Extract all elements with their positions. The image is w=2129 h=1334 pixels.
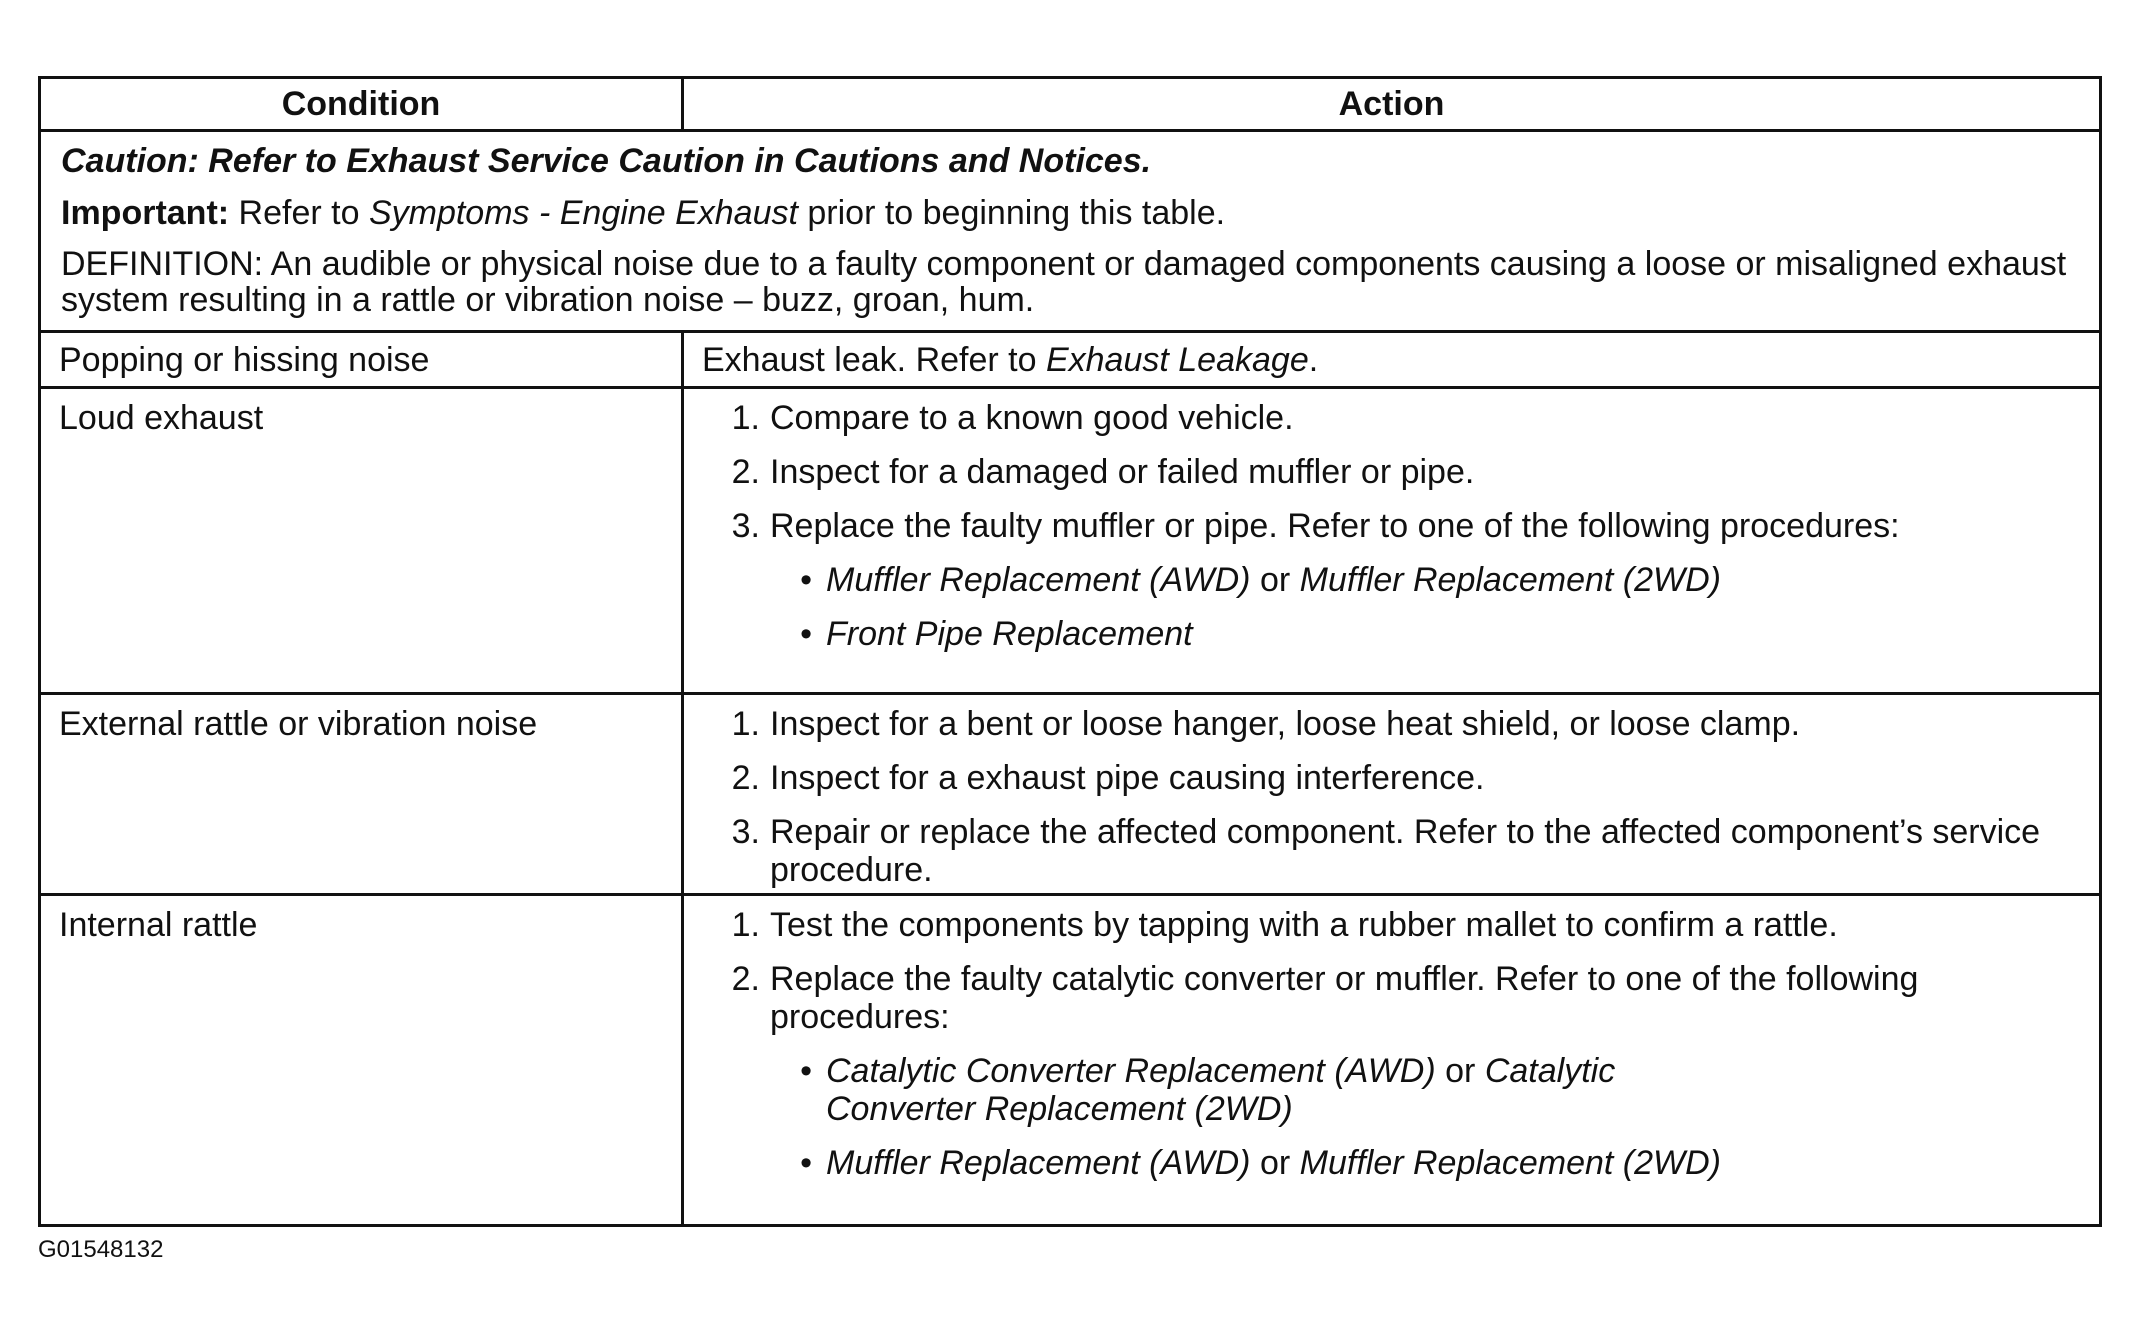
procedure-item: • Catalytic Converter Replacement (AWD) or Catalytic Converter Replacement (2WD)	[800, 1052, 1616, 1128]
procedure-item: • Front Pipe Replacement	[800, 615, 1193, 653]
table-row	[41, 386, 2099, 692]
condition-cell: Internal rattle	[41, 896, 684, 1224]
step-item: 2. Replace the faulty catalytic converter or muffler. Refer to one of the following procedures: • Catalytic Converter Replacement (AWD) or Catalytic Converter Replacement (2WD) • Muffler Replacement (AWD) or Muffler Replacement (2WD)	[702, 960, 2087, 1182]
action-cell	[684, 896, 2099, 1224]
table-header-row	[41, 79, 2099, 129]
step-item: 2. Inspect for a damaged or failed muffler or pipe.	[731, 453, 1475, 491]
step-item: 2. Inspect for a exhaust pipe causing interference.	[731, 759, 1485, 797]
step-item: 1. Inspect for a bent or loose hanger, loose heat shield, or loose clamp.	[731, 705, 1801, 743]
step-list	[702, 906, 2087, 1182]
step-item: 3. Replace the faulty muffler or pipe. Refer to one of the following procedures: • Muffler Replacement (AWD) or Muffler Replacement (2WD) • Front Pipe Replacement	[702, 507, 2087, 653]
symptoms-reference: Symptoms - Engine Exhaust	[368, 194, 798, 232]
condition-cell: Popping or hissing noise	[41, 333, 684, 386]
procedure-item: • Muffler Replacement (AWD) or Muffler Replacement (2WD)	[800, 1144, 1721, 1182]
condition-header: Condition	[41, 79, 684, 129]
table-row	[41, 692, 2099, 893]
step-item: 1. Test the components by tapping with a rubber mallet to confirm a rattle.	[731, 906, 1838, 944]
action-cell: Exhaust leak. Refer to Exhaust Leakage.	[702, 341, 1319, 379]
action-cell	[684, 695, 2099, 893]
step-list	[702, 399, 2087, 653]
definition-note: DEFINITION: An audible or physical noise due to a faulty component or damaged components causing a loose or misaligned exhaust system resulting in a rattle or vibration noise – buzz, groan, hum.	[61, 245, 2067, 319]
exhaust-leakage-reference: Exhaust Leakage	[1045, 341, 1309, 379]
condition-cell: Loud exhaust	[41, 389, 684, 692]
important-note: Important: Refer to Symptoms - Engine Exhaust prior to beginning this table.	[61, 194, 1226, 232]
action-cell	[684, 389, 2099, 692]
procedure-item: • Muffler Replacement (AWD) or Muffler Replacement (2WD)	[800, 561, 1721, 599]
procedure-list	[702, 1052, 2087, 1182]
table-row	[41, 893, 2099, 1224]
condition-cell: External rattle or vibration noise	[41, 695, 684, 893]
step-item: 3. Repair or replace the affected component. Refer to the affected component’s service procedure.	[731, 813, 2041, 889]
diagnostic-table	[38, 76, 2102, 1227]
action-header: Action	[1338, 85, 1445, 123]
figure-id: G01548132	[38, 1236, 164, 1263]
notes-row	[41, 129, 2099, 330]
step-list	[702, 705, 2087, 889]
step-item: 1. Compare to a known good vehicle.	[731, 399, 1294, 437]
caution-note: Caution: Refer to Exhaust Service Caution in Cautions and Notices.	[61, 142, 1152, 180]
table-row	[41, 330, 2099, 386]
procedure-list	[702, 561, 1900, 653]
